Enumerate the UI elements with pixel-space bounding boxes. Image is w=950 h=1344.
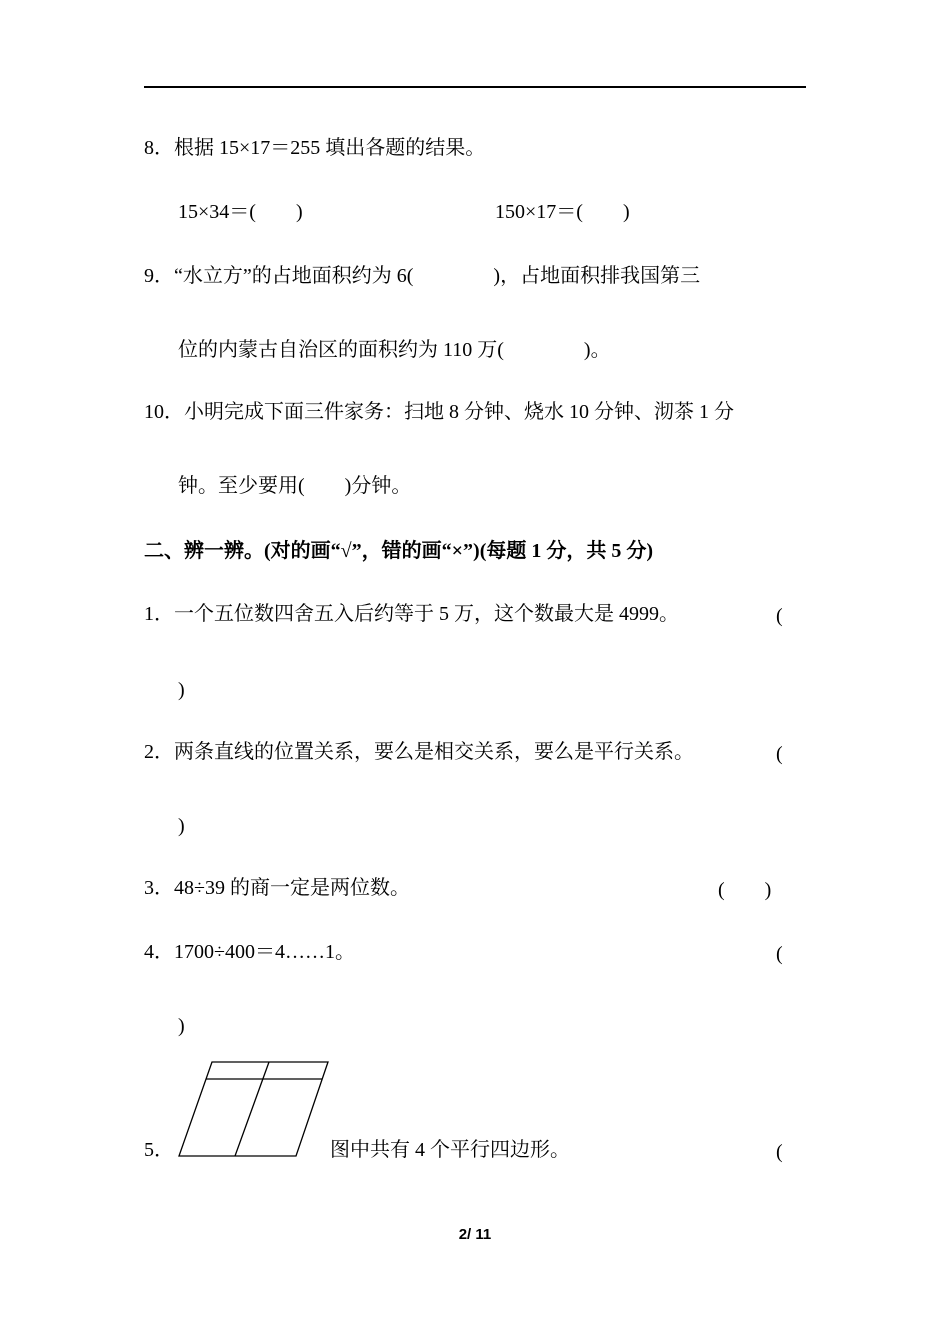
- header-rule: [144, 86, 806, 88]
- judge-4-text: 4．1700÷400＝4……1。: [144, 941, 355, 963]
- q9-line2: 位的内蒙古自治区的面积约为 110 万( )。: [178, 339, 611, 361]
- judge-4-bracket-close: ): [178, 1015, 185, 1037]
- judge-4-bracket-open: (: [776, 943, 783, 965]
- outer-parallelogram: [179, 1062, 328, 1156]
- judge-2-bracket-open: (: [776, 743, 783, 765]
- q8-answer-b: 150×17＝( ): [495, 201, 630, 223]
- judge-5-text: 图中共有 4 个平行四边形。: [330, 1139, 570, 1161]
- judge-3-text: 3．48÷39 的商一定是两位数。: [144, 877, 410, 899]
- q10-line1: 10．小明完成下面三件家务：扫地 8 分钟、烧水 10 分钟、沏茶 1 分: [144, 401, 734, 423]
- q10-line2: 钟。至少要用( )分钟。: [178, 475, 412, 497]
- judge-2-bracket-close: ): [178, 815, 185, 837]
- judge-5-bracket-open: (: [776, 1141, 783, 1163]
- judge-1-text: 1．一个五位数四舍五入后约等于 5 万，这个数最大是 4999。: [144, 603, 679, 625]
- slanted-divider: [235, 1062, 269, 1156]
- judge-5-number: 5．: [144, 1139, 174, 1161]
- q8-answer-a: 15×34＝( ): [178, 201, 303, 223]
- parallelogram-figure: [175, 1060, 335, 1162]
- judge-1-bracket-open: (: [776, 605, 783, 627]
- q9-line1: 9．“水立方”的占地面积约为 6( )，占地面积排我国第三: [144, 265, 701, 287]
- page-number: 2/ 11: [458, 1226, 492, 1243]
- judge-2-text: 2．两条直线的位置关系，要么是相交关系，要么是平行关系。: [144, 741, 694, 763]
- q8-stem: 8．根据 15×17＝255 填出各题的结果。: [144, 137, 486, 159]
- judge-3-bracket: ( ): [718, 879, 772, 901]
- judge-1-bracket-close: ): [178, 679, 185, 701]
- section-title: 二、辨一辨。(对的画“√”，错的画“×”)(每题 1 分，共 5 分): [144, 540, 654, 562]
